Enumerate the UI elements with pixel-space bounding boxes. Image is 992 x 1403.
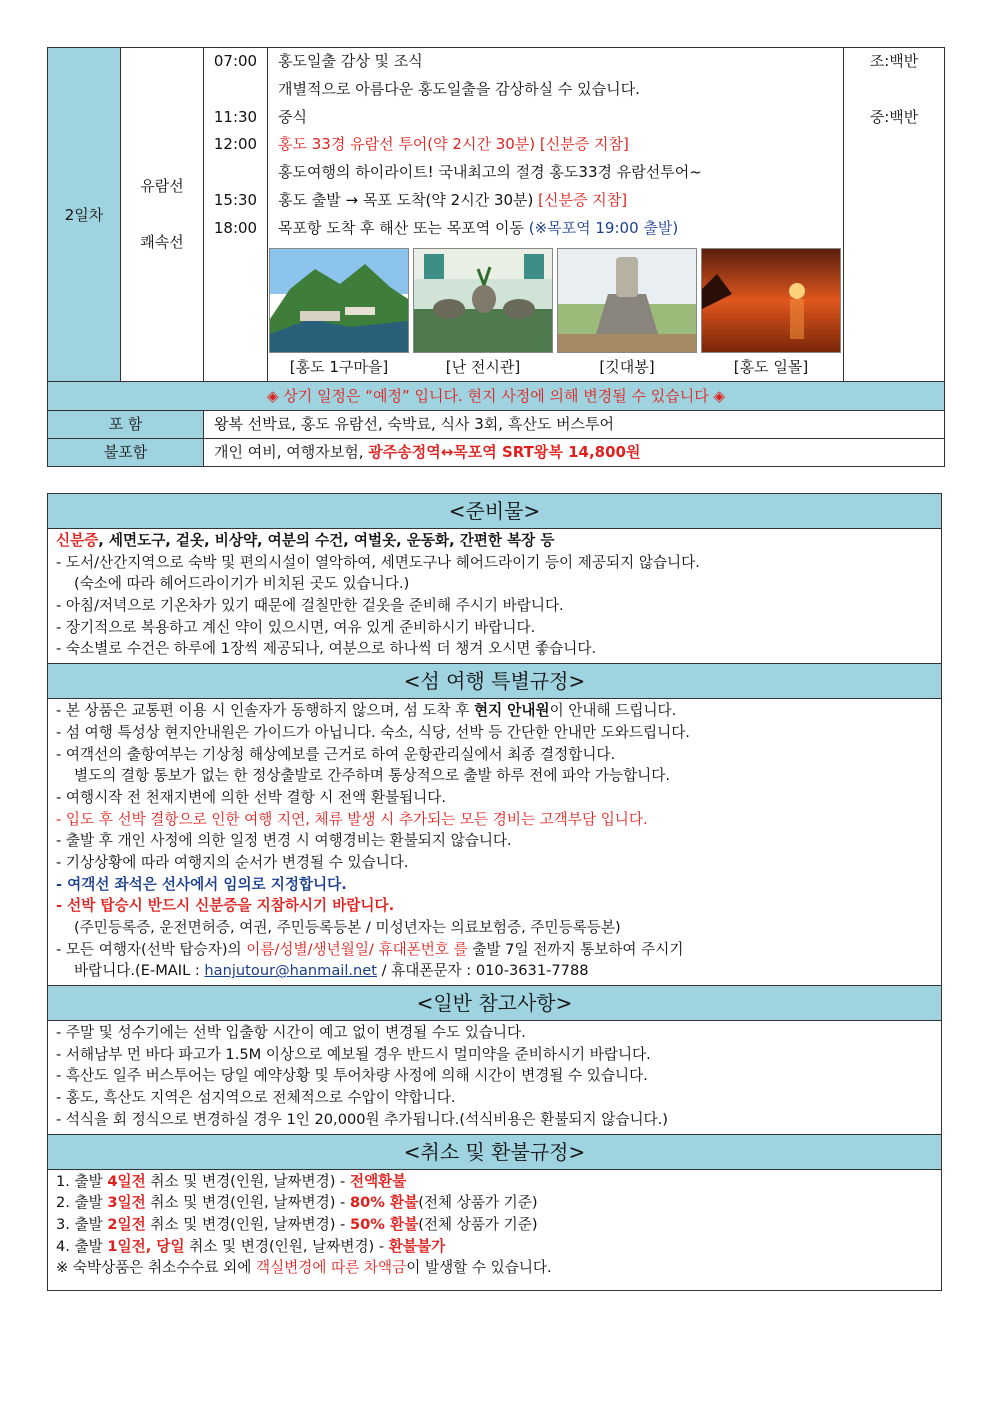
- refund-text: 1. 출발: [56, 1172, 108, 1190]
- general-line: [56, 1087, 933, 1109]
- island-text: 이름/성별/생년월일/ 휴대폰번호 를: [246, 940, 468, 958]
- transport-express-boat: 쾌속선: [140, 233, 184, 252]
- meal-info: 조:백반: [869, 52, 919, 70]
- exclude-value: [204, 438, 945, 466]
- refund-text: ※ 숙박상품은 취소수수료 외에: [56, 1259, 256, 1277]
- refund-text: 취소 및 변경(인원, 날짜변경) -: [145, 1215, 350, 1233]
- photo-hongdo-sunset: [701, 248, 841, 353]
- meal-info: [844, 159, 944, 187]
- exclude-label: 불포함: [48, 438, 204, 466]
- island-rules-header: <섬 여행 특별규정>: [48, 663, 941, 699]
- schedule-item: [268, 76, 843, 104]
- schedule-column: [268, 48, 844, 382]
- schedule-time: 18:00: [213, 218, 258, 237]
- day-label: 2일차: [64, 205, 104, 224]
- refund-text: 2일전: [107, 1215, 146, 1233]
- refund-line: [56, 1192, 933, 1214]
- meal-info: [844, 131, 944, 159]
- prep-text: - 도서/산간지역으로 숙박 및 편의시설이 열악하여, 세면도구나 헤어드라이기 등이 제공되지 않습니다.: [56, 553, 700, 571]
- prep-text: , 세면도구, 겉옷, 비상약, 여분의 수건, 여벌옷, 운동화, 간편한 복장 등: [98, 532, 555, 549]
- transport-cruise: 유람선: [140, 177, 184, 196]
- island-text: / 휴대폰문자 : 010-3631-7788: [376, 962, 589, 980]
- island-line: [56, 744, 933, 766]
- island-text: - 여객선의 출항여부는 기상청 해상예보를 근거로 하여 운항관리실에서 최종 결정합니다.: [56, 745, 616, 763]
- prep-line: [56, 552, 933, 574]
- include-label: 포 함: [48, 410, 204, 438]
- island-line: [56, 830, 933, 852]
- schedule-item: [268, 48, 843, 76]
- schedule-item: [268, 104, 843, 132]
- prep-line: [56, 617, 933, 639]
- itinerary-table: [47, 47, 945, 467]
- schedule-item: [268, 187, 843, 215]
- email-link[interactable]: hanjutour@hanmail.net: [204, 962, 377, 980]
- meal-column: [844, 48, 945, 382]
- island-text: - 출발 후 개인 사정에 의한 일정 변경 시 여행경비는 환불되지 않습니다.: [56, 832, 512, 850]
- refund-line: [56, 1171, 933, 1193]
- schedule-time: 12:00: [213, 135, 258, 154]
- island-rules-section: [48, 699, 941, 985]
- island-line: [56, 765, 933, 787]
- island-text: - 섬 여행 특성상 현지안내원은 가이드가 아닙니다. 숙소, 식당, 선박 등 간단한 안내만 도와드립니다.: [56, 723, 690, 741]
- island-text: - 선박 탑승시 반드시 신분증을 지참하시기 바랍니다.: [56, 897, 395, 915]
- photo-orchid-hall: [413, 248, 553, 353]
- refund-text: 4일전: [107, 1172, 146, 1190]
- island-text: - 기상상황에 따라 여행지의 순서가 변경될 수 있습니다.: [56, 853, 409, 871]
- photo-caption: [깃대봉]: [599, 357, 655, 376]
- prep-header: <준비물>: [48, 494, 941, 529]
- island-text: - 모든 여행자(선박 탑승자)의: [56, 940, 247, 958]
- general-notes-section: [48, 1021, 941, 1133]
- prep-line: [56, 530, 933, 552]
- refund-line: [56, 1257, 933, 1279]
- photo-captions: [269, 353, 843, 381]
- general-text: - 홍도, 흑산도 지역은 섬지역으로 전체적으로 수압이 약합니다.: [56, 1089, 456, 1107]
- meal-info: [844, 215, 944, 243]
- general-line: [56, 1044, 933, 1066]
- island-line: [56, 960, 933, 982]
- general-notes-header: <일반 참고사항>: [48, 985, 941, 1021]
- schedule-item: [268, 159, 843, 187]
- photo-caption: [홍도 1구마을]: [289, 357, 389, 376]
- refund-text: 80% 환불: [349, 1194, 419, 1212]
- general-text: - 석식을 회 정식으로 변경하실 경우 1인 20,000원 추가됩니다.(석식비용은 환불되지 않습니다.): [56, 1110, 668, 1128]
- island-text: 바랍니다.(E-MAIL :: [74, 962, 205, 980]
- prep-section: [48, 529, 941, 663]
- schedule-time: 11:30: [213, 107, 258, 126]
- prep-text: (숙소에 따라 헤어드라이기가 비치된 곳도 있습니다.): [74, 575, 410, 593]
- island-text: - 여행시작 전 천재지변에 의한 선박 결항 시 전액 환불됩니다.: [56, 788, 446, 806]
- prep-text: - 숙소별로 수건은 하루에 1장씩 제공되나, 여분으로 하나씩 더 챙겨 오시면 좋습니다.: [56, 640, 597, 658]
- prep-line: [56, 573, 933, 595]
- transport-cell: [121, 48, 204, 382]
- photo-strip: [269, 243, 843, 353]
- island-line: [56, 787, 933, 809]
- schedule-notice: ◈ 상기 일정은 “예정” 입니다. 현지 사정에 의해 변경될 수 있습니다 ◈: [48, 381, 945, 410]
- island-text: 현지 안내원: [474, 702, 550, 720]
- exclude-value-plain: 개인 여비, 여행자보험,: [214, 442, 369, 461]
- schedule-time: 15:30: [213, 190, 258, 209]
- schedule-item: [268, 131, 843, 159]
- refund-text: 이 발생할 수 있습니다.: [406, 1259, 552, 1277]
- island-text: - 여객선 좌석은 선사에서 임의로 지정합니다.: [56, 875, 347, 893]
- refund-text: 3일전: [107, 1194, 146, 1212]
- general-text: - 흑산도 일주 버스투어는 당일 예약상황 및 투어차량 사정에 의해 시간이 변경될 수 있습니다.: [56, 1067, 648, 1085]
- photo-gitdaebong: [557, 248, 697, 353]
- island-text: 별도의 결항 통보가 없는 한 정상출발로 간주하며 통상적으로 출발 하루 전에 파악 가능합니다.: [74, 767, 671, 785]
- schedule-time: [204, 159, 267, 187]
- refund-text: 취소 및 변경(인원, 날짜변경) -: [145, 1172, 350, 1190]
- refund-header: <취소 및 환불규정>: [48, 1134, 941, 1170]
- schedule-time: 07:00: [213, 52, 258, 70]
- schedule-time: [204, 76, 267, 104]
- refund-text: (전체 상품가 기준): [418, 1215, 538, 1233]
- schedule-text: 목포항 도착 후 해산 또는 목포역 이동: [278, 218, 529, 237]
- island-line: [56, 874, 933, 896]
- schedule-text: [신분증 지참]: [538, 190, 628, 209]
- refund-text: 환불불가: [388, 1237, 446, 1255]
- meal-info: [844, 76, 944, 104]
- schedule-text: 개별적으로 아름다운 홍도일출을 감상하실 수 있습니다.: [278, 79, 640, 98]
- general-line: [56, 1022, 933, 1044]
- refund-text: (전체 상품가 기준): [418, 1194, 538, 1212]
- refund-text: 3. 출발: [56, 1215, 108, 1233]
- refund-text: 취소 및 변경(인원, 날짜변경) -: [145, 1194, 350, 1212]
- info-box: [47, 493, 942, 1291]
- schedule-text: 홍도여행의 하이라이트! 국내최고의 절경 홍도33경 유람선투어~: [278, 163, 702, 182]
- island-line: [56, 809, 933, 831]
- prep-text: - 장기적으로 복용하고 계신 약이 있으시면, 여유 있게 준비하시기 바랍니다.: [56, 618, 536, 636]
- meal-info: [844, 187, 944, 215]
- schedule-text: 홍도 33경 유람선 투어(약 2시간 30분) [신분증 지참]: [278, 135, 629, 154]
- schedule-text: 홍도일출 감상 및 조식: [278, 52, 423, 70]
- general-text: - 주말 및 성수기에는 선박 입출항 시간이 예고 없이 변경될 수도 있습니다.: [56, 1024, 526, 1042]
- island-line: [56, 852, 933, 874]
- photo-hongdo-village: [269, 248, 409, 353]
- prep-text: - 아침/저녁으로 기온차가 있기 때문에 걸칠만한 겉옷을 준비해 주시기 바랍니다.: [56, 597, 564, 615]
- refund-text: 전액환불: [349, 1172, 407, 1190]
- refund-line: [56, 1236, 933, 1258]
- prep-line: [56, 595, 933, 617]
- prep-text: 신분증: [56, 532, 99, 549]
- island-line: [56, 700, 933, 722]
- prep-line: [56, 638, 933, 660]
- island-line: [56, 895, 933, 917]
- refund-section: [48, 1170, 941, 1282]
- schedule-text: 홍도 출발 → 목포 도착(약 2시간 30분): [278, 190, 539, 209]
- exclude-value-fare: 광주송정역↔목포역 SRT왕복 14,800원: [368, 442, 641, 461]
- refund-text: 취소 및 변경(인원, 날짜변경) -: [184, 1237, 389, 1255]
- photo-caption: [난 전시관]: [445, 357, 521, 376]
- day-label-cell: [48, 48, 121, 382]
- refund-text: 50% 환불: [349, 1215, 419, 1233]
- refund-line: [56, 1214, 933, 1236]
- island-text: 출발 7일 전까지 통보하여 주시기: [467, 940, 684, 958]
- island-text: 이 안내해 드립니다.: [549, 702, 677, 720]
- general-line: [56, 1109, 933, 1131]
- general-text: - 서해남부 먼 바다 파고가 1.5M 이상으로 예보될 경우 반드시 멀미약을 준비하시기 바랍니다.: [56, 1045, 651, 1063]
- island-text: - 본 상품은 교통편 이용 시 인솔자가 동행하지 않으며, 섬 도착 후: [56, 702, 475, 720]
- island-text: (주민등록증, 운전면허증, 여권, 주민등록등본 / 미성년자는 의료보험증, 주민등록등본): [74, 919, 621, 936]
- general-line: [56, 1065, 933, 1087]
- time-column: [204, 48, 268, 382]
- refund-text: 2. 출발: [56, 1194, 108, 1212]
- island-line: [56, 939, 933, 961]
- island-text: - 입도 후 선박 결항으로 인한 여행 지연, 체류 발생 시 추가되는 모든 경비는 고객부담 입니다.: [56, 810, 648, 828]
- island-line: [56, 917, 933, 939]
- refund-text: 1일전, 당일: [107, 1237, 185, 1255]
- schedule-text: 중식: [278, 107, 307, 126]
- schedule-item: [268, 215, 843, 243]
- schedule-text: (※목포역 19:00 출발): [528, 218, 679, 237]
- refund-text: 4. 출발: [56, 1237, 108, 1255]
- meal-info: 중:백반: [869, 107, 919, 126]
- refund-text: 객실변경에 따른 차액금: [255, 1259, 407, 1277]
- photo-caption: [홍도 일몰]: [733, 357, 809, 376]
- island-line: [56, 722, 933, 744]
- include-value: 왕복 선박료, 홍도 유람선, 숙박료, 식사 3회, 흑산도 버스투어: [204, 410, 945, 438]
